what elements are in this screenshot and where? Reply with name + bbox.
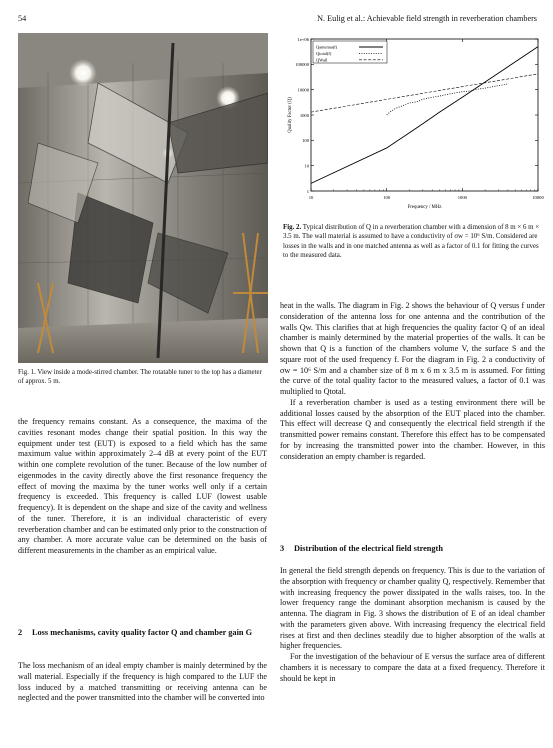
quality-factor-plot [283, 33, 545, 211]
y-tick-label: 10 [304, 163, 309, 169]
figure-1-caption [18, 369, 268, 386]
legend-entry-label: QWall [316, 57, 328, 63]
y-tick-label: 1e+06 [297, 36, 309, 42]
section-2-heading [18, 628, 267, 639]
x-tick-label: 1000 [457, 195, 467, 200]
section-2-number: 2 [18, 628, 23, 637]
figure-1-label: Fig. 1. [18, 369, 36, 376]
y-tick-label: 1000 [299, 112, 309, 118]
body-text: If a reverberation chamber is used as a testing environment there will be additional losses caused by the absorption of the EUT placed into the chamber. This effect will decrease Q and consequently the electrical field strength if the transmitted power remains constant. Therefore this effect has to be compensated for by increasing the transmitted power into the chamber. However, in this consideration an empty chamber is regarded. [280, 397, 545, 461]
series-line-3 [311, 74, 538, 112]
right-column-paragraphs [280, 301, 545, 462]
section-3-title: Distribution of the electrical field strength [294, 544, 443, 553]
page-number: 54 [18, 14, 27, 23]
legend-entry-label: Qtotal(f) [316, 50, 332, 56]
x-axis-label: Frequency / MHz [407, 205, 442, 210]
body-text: heat in the walls. The diagram in Fig. 2 shows the behaviour of Q versus f under consideration of the antenna loss for one antenna and the contribution of the walls Qw. This clarifies that at high frequencies the quality factor Q of an ideal chamber is mainly determined by the material properties of the walls. It can be shown that Q is a function of the chambers volume V, the surface S and the square root of the used frequency f. For the diagram in Fig. 2 a conductivity of σw = 10⁶ S/m and a chamber size of 8 m x 6 m x 3.5 m is assumed. For fitting the curve of the total quality factor to the measured values, a factor of 0.1 was multiplied to Qtotal. [280, 301, 545, 396]
figure-2-label: Fig. 2. [283, 224, 302, 231]
x-tick-label: 10 [308, 195, 314, 200]
right-column-section-3-text [280, 566, 545, 684]
body-text: For the investigation of the behaviour of E versus the surface area of different chambers it is necessary to compare the data at a fixed frequency. Therefore it should be kept in [280, 652, 545, 683]
y-tick-label: 100 [302, 138, 309, 144]
running-title: N. Eulig et al.: Achievable field strength in reverberation chambers [317, 14, 537, 23]
chamber-photo-illustration [18, 33, 268, 363]
legend-entry-label: Qantenna(f) [316, 44, 338, 50]
figure-2-caption [283, 223, 545, 261]
figure-1-caption-text: View inside a mode-stirred chamber. The rotatable tuner to the top has a diameter of approx. 5 m. [18, 369, 262, 385]
y-tick-label: 100000 [295, 62, 309, 68]
section-3-heading [280, 544, 545, 555]
body-text: the frequency remains constant. As a consequence, the maxima of the cavities resonant modes change their spatial position. In this way the equipment under test (EUT) is exposed to a field which has the same maximum value within approximately 2–4 dB at every point of the EUT within one complete revolution of the tuner. Because of the low number of eigenmodes in the cavity directly above the first resonance frequency the effect of moving the maxima by the tuner works well only if a certain frequency is exceeded. This frequency is called LUF (lowest usable frequency). It is dependent on the shape and size of the cavity and wellness of the tuner. Therefore, it is an individual characteristic of every reverberation chamber and can be estimated only prior to the construction of any chamber. A more accurate value can be determined on the basis of different measurements in the chamber as an empirical value. [18, 417, 267, 555]
left-column-paragraph-2 [18, 661, 267, 704]
body-text: In general the field strength depends on frequency. This is due to the variation of the absorption with frequency or chamber quality Q, respectively. Remember that with increasing frequency the power dissipated in the walls raises, too. In the lower frequency range the dominant absorption mechanism is caused by the antenna. The diagram in Fig. 3 shows the distribution of E of an ideal chamber with the parameters given above. With increasing frequency the electrical field rises at first and then declines steadily due to higher absorption of the walls at higher frequencies. [280, 566, 545, 651]
figure-2-chart [283, 33, 545, 211]
section-2-title: Loss mechanisms, cavity quality factor Q and chamber gain G [32, 628, 253, 637]
figure-1-photo [18, 33, 268, 363]
body-text: The loss mechanism of an ideal empty chamber is mainly determined by the wall material. Especially if the frequency is high compared to the LUF the loss induced by a matched transmitting or receiving antenna can be neglected and the power transmitted into the chamber will be converted into [18, 661, 267, 703]
figure-2-caption-text: Typical distribution of Q in a reverberation chamber with a dimension of 8 m × 6 m × 3.5 m. The wall material is assumed to have a conductivity of σw = 10⁶ S/m. Considered are losses in the walls and in one matched antenna as well as a factor of 0.1 for fitting the curves to the measured data. [283, 224, 540, 260]
x-tick-label: 100 [383, 195, 391, 200]
y-tick-label: 10000 [297, 87, 309, 93]
left-column-paragraph-1 [18, 417, 267, 557]
series-line-2 [387, 84, 508, 115]
y-axis-label: Quality Factor (Q) [288, 97, 293, 133]
x-tick-label: 10000 [532, 195, 544, 200]
series-line-1 [311, 44, 538, 184]
section-3-number: 3 [280, 544, 285, 553]
y-tick-label: 1 [306, 188, 309, 194]
